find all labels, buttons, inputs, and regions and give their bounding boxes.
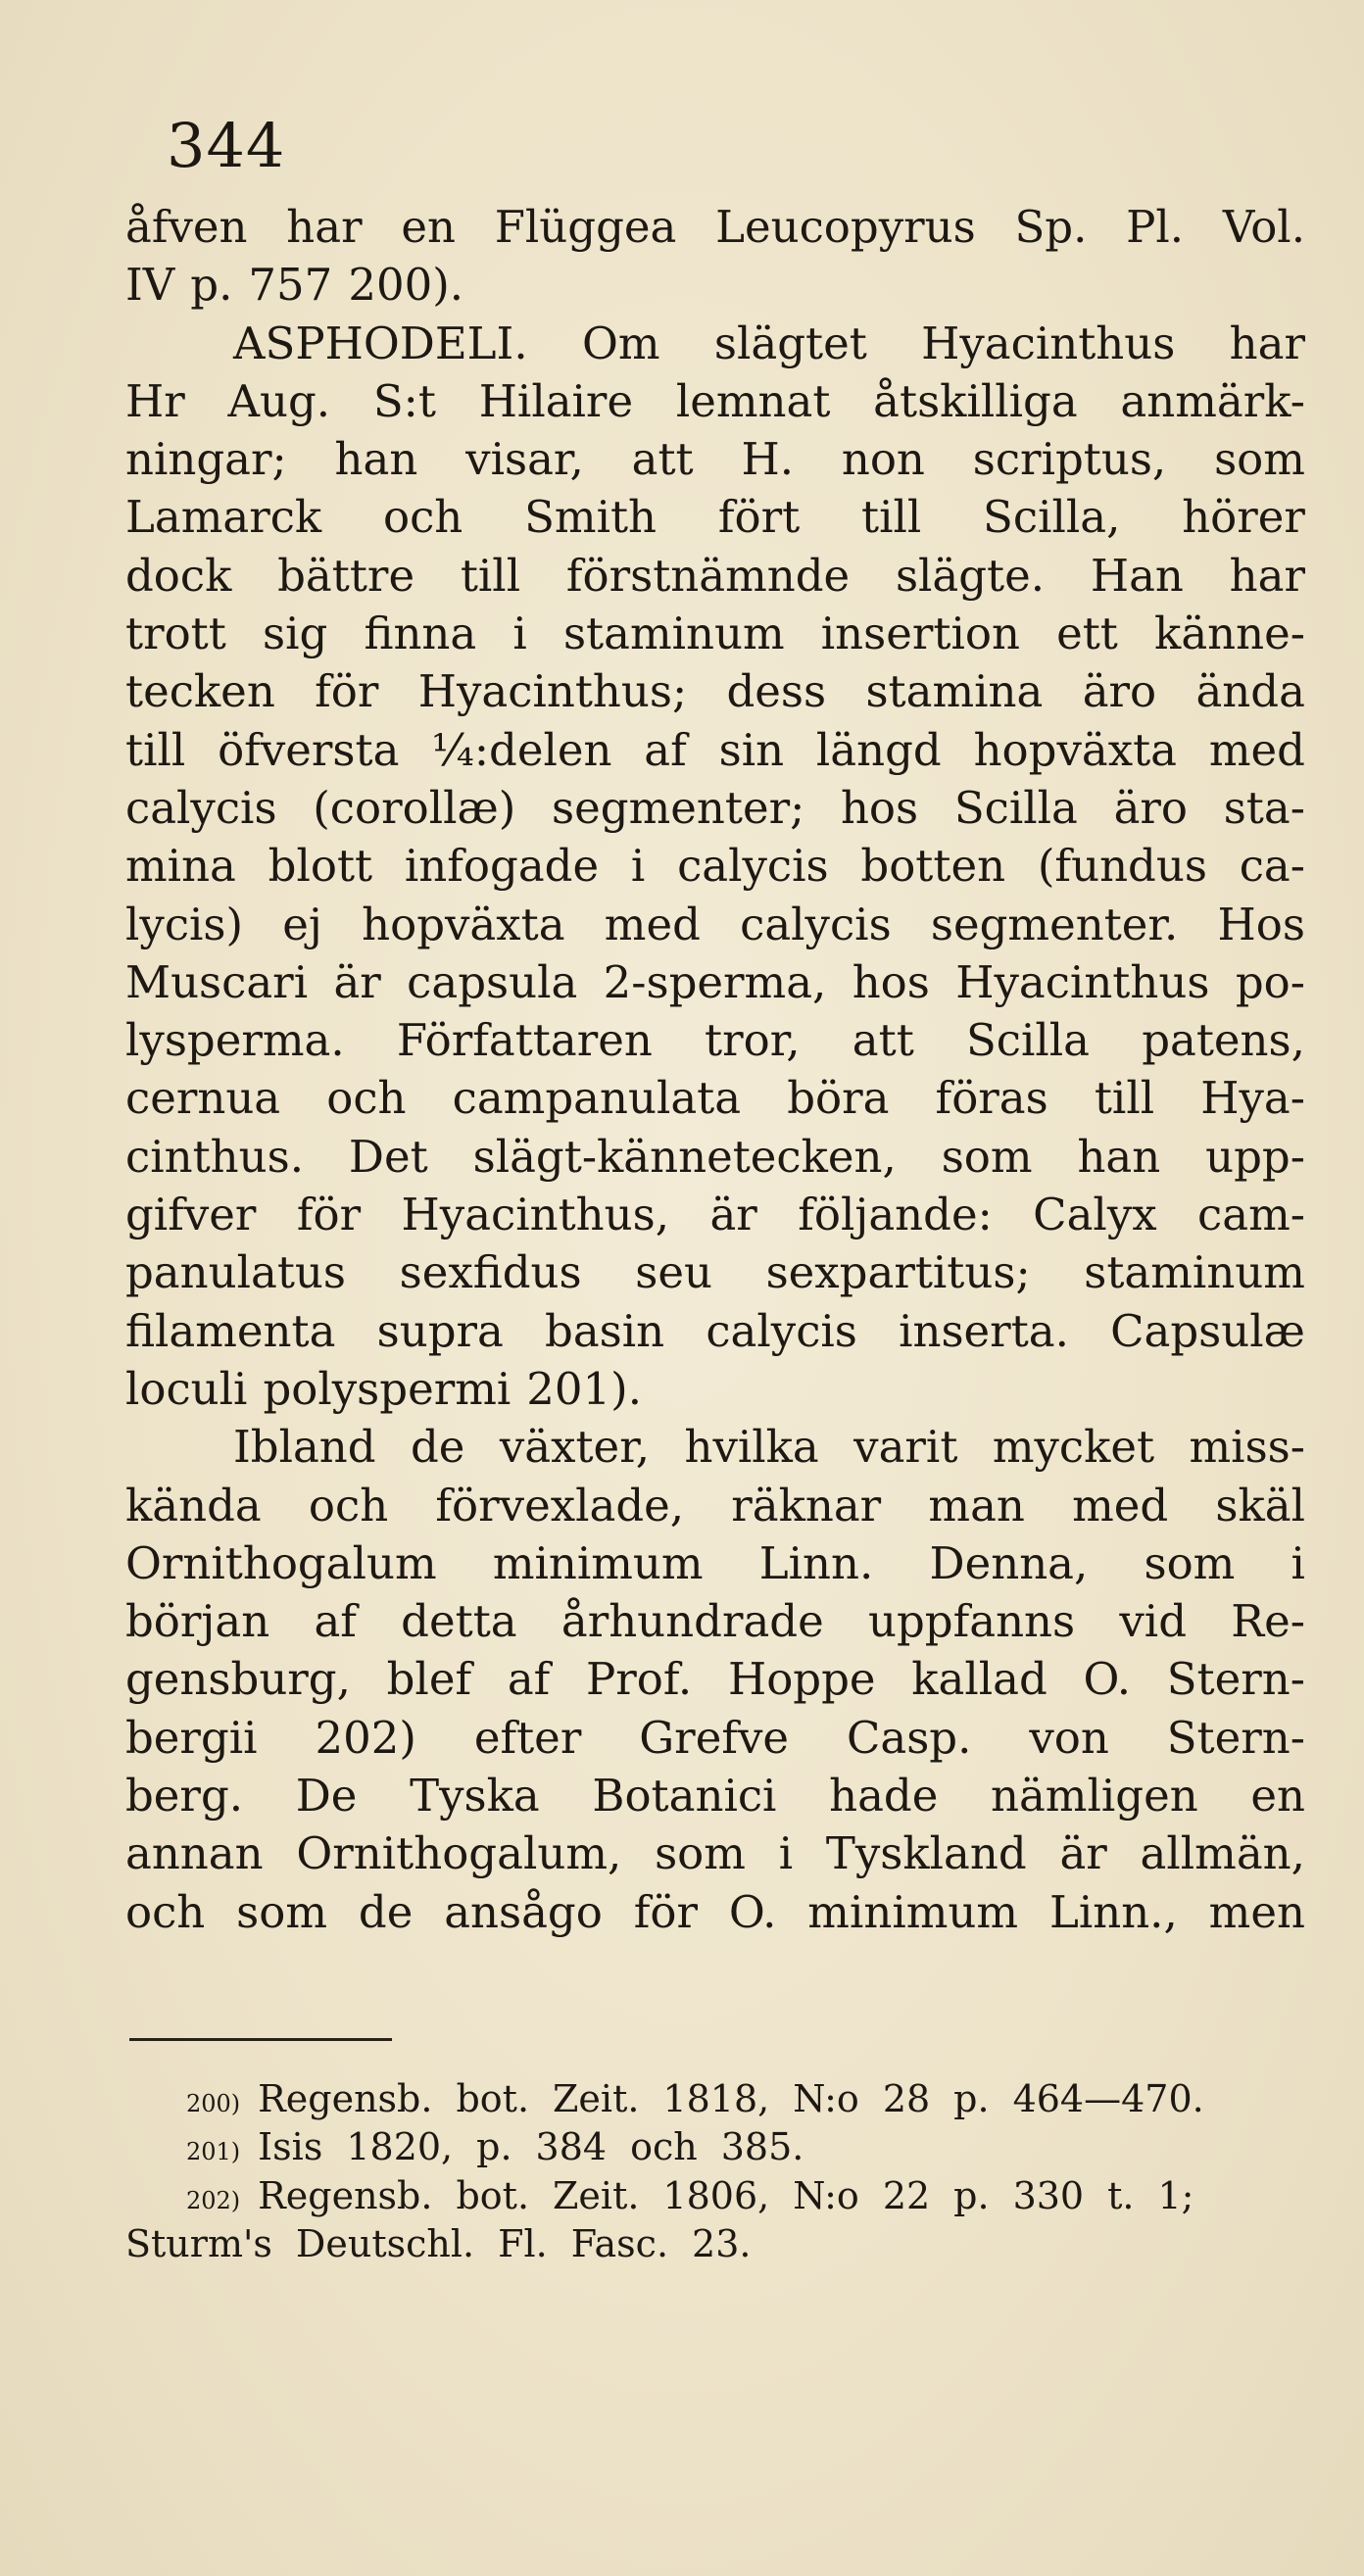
footnote-mark: 201) [186, 2138, 241, 2166]
word: i [630, 840, 646, 893]
word: Hilaire [478, 374, 634, 427]
word: hos [852, 955, 930, 1008]
word: sig [263, 608, 328, 660]
word: en [401, 201, 456, 253]
word: förvexlade, [435, 1479, 685, 1531]
text-line [125, 1011, 1305, 1069]
word: nämligen [991, 1770, 1198, 1823]
word: sin [718, 723, 785, 776]
text-line [125, 1709, 1305, 1767]
text-line [125, 1534, 1305, 1592]
word: vid [1119, 1595, 1187, 1648]
word: Calyx [1033, 1189, 1157, 1241]
word: föras [935, 1072, 1048, 1125]
word: Sturm's [125, 2221, 272, 2265]
word: lysperma. [125, 1014, 345, 1067]
word: sexfidus [399, 1246, 582, 1299]
word: p. [953, 2077, 990, 2120]
word: kallad [911, 1653, 1047, 1706]
word: Deutschl. [295, 2221, 475, 2265]
word: af [507, 1653, 551, 1706]
word: Scilla [953, 781, 1078, 834]
word: räknar [731, 1479, 882, 1531]
word: 1806, [662, 2173, 770, 2217]
word: Författaren [396, 1014, 653, 1067]
word: Botanici [592, 1770, 777, 1823]
word: Regensb. [258, 2077, 433, 2120]
word: förstnämnde [565, 549, 851, 602]
text-line [125, 1186, 1305, 1243]
footnote [125, 2123, 1305, 2171]
word: blef [386, 1653, 472, 1706]
word: ända [1195, 665, 1305, 718]
word: 200). [348, 259, 464, 312]
word: ningar; [125, 433, 287, 486]
word: att [631, 433, 694, 486]
text-line [125, 953, 1305, 1011]
word: ASPHODELI. [233, 316, 528, 369]
word: seu [635, 1246, 712, 1299]
word: är [333, 955, 381, 1008]
word: 1818, [662, 2077, 770, 2120]
word: man [928, 1479, 1025, 1531]
footnote-mark: 202) [186, 2186, 241, 2214]
word: bergii [125, 1711, 258, 1764]
text-line [125, 1360, 1305, 1418]
word: till [1094, 1072, 1155, 1125]
word: Ornithogalum, [296, 1827, 622, 1880]
word: Lamarck [125, 491, 322, 544]
word: anmärk- [1120, 374, 1305, 427]
footnote-text [258, 2075, 1204, 2123]
text-line [125, 1418, 1305, 1476]
word: cam- [1197, 1189, 1305, 1241]
word: minimum [807, 1885, 1019, 1938]
footnote-text [125, 2220, 751, 2268]
word: följande: [798, 1189, 993, 1241]
text-line [125, 1302, 1305, 1360]
text-line [125, 605, 1305, 662]
word: p. [476, 2125, 512, 2169]
word: och [125, 1885, 206, 1938]
word: mina [125, 840, 236, 893]
word: supra [376, 1304, 504, 1357]
word: po- [1235, 955, 1305, 1008]
word: calycis [125, 781, 277, 834]
word: IV [125, 259, 175, 312]
word: ansågo [444, 1885, 603, 1938]
word: panulatus [125, 1246, 346, 1299]
word: Re- [1231, 1595, 1305, 1648]
word: Hyacinthus [955, 955, 1210, 1008]
word: minimum [492, 1536, 704, 1589]
text-line [125, 488, 1305, 546]
word: O. [1083, 1653, 1132, 1706]
word: för [315, 665, 379, 718]
word: allmän, [1140, 1827, 1305, 1880]
footnote-rule [129, 2038, 392, 2041]
text-line [125, 256, 1305, 314]
word: växter, [499, 1421, 651, 1474]
word: tror, [705, 1014, 801, 1067]
word: för [633, 1885, 698, 1938]
word: lemnat [675, 374, 831, 427]
footnotes [125, 2075, 1305, 2268]
text-line [125, 721, 1305, 779]
word: botten [860, 840, 1006, 893]
word: Hoppe [727, 1653, 876, 1706]
word: att [852, 1014, 914, 1067]
word: Hyacinthus; [417, 665, 688, 718]
word: i [512, 608, 527, 660]
word: Ornithogalum [125, 1536, 437, 1589]
word: Tyskland [825, 1827, 1027, 1880]
word: har [286, 201, 363, 253]
body-text [125, 198, 1305, 1941]
word: infogade [404, 840, 600, 893]
word: 28 [882, 2077, 931, 2120]
word: basin [545, 1304, 665, 1357]
word: 385. [720, 2125, 804, 2169]
footnote [125, 2075, 1305, 2123]
word: t. [1107, 2173, 1135, 2217]
word: hvilka [684, 1421, 819, 1474]
word: cernua [125, 1072, 281, 1125]
word: lycis) [125, 898, 244, 950]
word: 757 [248, 259, 333, 312]
word: polyspermi [263, 1362, 512, 1415]
word: öfversta [218, 723, 400, 776]
word: Isis [258, 2125, 323, 2169]
word: början [125, 1595, 270, 1648]
text-line [125, 372, 1305, 430]
word: böra [787, 1072, 890, 1125]
word: N:o [793, 2077, 859, 2120]
word: bot. [456, 2077, 530, 2120]
word: segmenter. [930, 898, 1179, 950]
word: 2-sperma, [603, 955, 827, 1008]
word: detta [401, 1595, 517, 1648]
word: uppfanns [867, 1595, 1076, 1648]
text-line [125, 547, 1305, 605]
word: Zeit. [553, 2173, 640, 2217]
word: hade [829, 1770, 939, 1823]
word: 330 [1012, 2173, 1085, 2217]
word: är [1059, 1827, 1107, 1880]
page-number: 344 [167, 110, 286, 181]
word: Capsulæ [1110, 1304, 1305, 1357]
word: patens, [1142, 1014, 1305, 1067]
word: p. [953, 2173, 990, 2217]
word: efter [473, 1711, 582, 1764]
word: stamina [865, 665, 1044, 718]
word: Stern- [1166, 1711, 1305, 1764]
text-line [125, 1650, 1305, 1708]
footnote-mark: 200) [186, 2090, 241, 2117]
text-line [125, 1767, 1305, 1824]
word: äro [1082, 665, 1157, 718]
word: har [1229, 316, 1305, 369]
text-line [125, 198, 1305, 256]
word: som [236, 1885, 328, 1938]
word: Leucopyrus [715, 201, 976, 253]
word: fört [717, 491, 801, 544]
word: i [1291, 1536, 1305, 1589]
word: sexpartitus; [765, 1246, 1031, 1299]
word: filamenta [125, 1304, 336, 1357]
word: capsula [407, 955, 578, 1008]
footnote [125, 2172, 1305, 2220]
word: Om [581, 316, 660, 369]
word: (corollæ) [313, 781, 516, 834]
word: med [604, 898, 701, 950]
word: trott [125, 608, 226, 660]
word: von [1029, 1711, 1109, 1764]
word: Denna, [929, 1536, 1089, 1589]
word: Sp. [1014, 201, 1088, 253]
word: slägt-kännetecken, [472, 1130, 897, 1183]
word: längd [815, 723, 942, 776]
word: Muscari [125, 955, 309, 1008]
word: Stern- [1166, 1653, 1305, 1706]
word: p. [190, 259, 233, 312]
word: Fl. [498, 2221, 548, 2265]
text-line [125, 1883, 1305, 1941]
text-line [125, 1824, 1305, 1882]
word: staminum [1084, 1246, 1305, 1299]
word: 23. [692, 2221, 752, 2265]
text-line [125, 430, 1305, 488]
word: som [941, 1130, 1033, 1183]
word: blott [268, 840, 373, 893]
word: och [383, 491, 463, 544]
word: hopväxta [362, 898, 565, 950]
footnote-text [258, 2123, 804, 2171]
word: Regensb. [258, 2173, 433, 2217]
word: som [655, 1827, 746, 1880]
word: N:o [793, 2173, 859, 2217]
word: annan [125, 1827, 264, 1880]
word: dess [726, 665, 827, 718]
text-line [125, 837, 1305, 895]
word: äro [1113, 781, 1189, 834]
text-line [125, 779, 1305, 837]
text-line [125, 662, 1305, 720]
word: non [841, 433, 925, 486]
word: i [778, 1827, 794, 1880]
word: för [296, 1189, 362, 1241]
word: slägtet [713, 316, 867, 369]
word: åtskilliga [873, 374, 1078, 427]
word: staminum [562, 608, 785, 660]
word: gifver [125, 1189, 257, 1241]
word: (fundus [1037, 840, 1207, 893]
word: Det [348, 1130, 428, 1183]
word: visar, [465, 433, 584, 486]
word: hörer [1182, 491, 1305, 544]
word: han [334, 433, 418, 486]
word: Pl. [1126, 201, 1185, 253]
word: är [709, 1189, 757, 1241]
word: som [1144, 1536, 1236, 1589]
word: ett [1056, 608, 1118, 660]
word: Linn. [758, 1536, 874, 1589]
word: gensburg, [125, 1653, 351, 1706]
word: Scilla [965, 1014, 1091, 1067]
word: calycis [706, 1304, 857, 1357]
word: med [1208, 723, 1305, 776]
word: de [411, 1421, 465, 1474]
word: 201). [526, 1362, 643, 1415]
text-line [125, 1477, 1305, 1534]
word: upp- [1205, 1130, 1305, 1183]
word: Zeit. [553, 2077, 640, 2120]
word: af [314, 1595, 357, 1648]
word: af [644, 723, 687, 776]
word: ej [282, 898, 322, 950]
word: kända [125, 1479, 262, 1531]
text-line [125, 896, 1305, 953]
word: cinthus. [125, 1130, 305, 1183]
word: 22 [882, 2173, 931, 2217]
word: finna [364, 608, 477, 660]
word: mycket [992, 1421, 1155, 1474]
word: 384 [535, 2125, 608, 2169]
word: Han [1090, 549, 1184, 602]
word: Scilla, [983, 491, 1121, 544]
word: skäl [1215, 1479, 1305, 1531]
footnote [125, 2220, 1305, 2268]
word: calycis [740, 898, 892, 950]
word: Prof. [586, 1653, 693, 1706]
word: scriptus, [972, 433, 1167, 486]
word: dock [125, 549, 232, 602]
word: åfven [125, 201, 248, 253]
word: Smith [524, 491, 658, 544]
word: och [308, 1479, 389, 1531]
word: miss- [1189, 1421, 1305, 1474]
word: med [1072, 1479, 1169, 1531]
word: De [295, 1770, 358, 1823]
word: till [460, 549, 521, 602]
word: och [326, 1072, 407, 1125]
word: Hya- [1200, 1072, 1305, 1125]
word: Vol. [1222, 201, 1305, 253]
footnote-text [258, 2172, 1194, 2220]
word: insertion [820, 608, 1020, 660]
text-line [125, 1243, 1305, 1301]
word: Flüggea [494, 201, 677, 253]
word: loculi [125, 1362, 248, 1415]
word: Grefve [639, 1711, 790, 1764]
word: ¼:delen [431, 723, 612, 776]
word: hopväxta [973, 723, 1177, 776]
word: Hr [125, 374, 185, 427]
word: Hos [1217, 898, 1305, 950]
word: århundrade [560, 1595, 824, 1648]
word: som [1214, 433, 1305, 486]
word: bot. [456, 2173, 530, 2217]
word: varit [853, 1421, 958, 1474]
word: känne- [1154, 608, 1305, 660]
word: bättre [277, 549, 415, 602]
word: han [1077, 1130, 1161, 1183]
word: Hyacinthus, [401, 1189, 670, 1241]
word: Aug. [227, 374, 331, 427]
word: tecken [125, 665, 275, 718]
word: 202) [315, 1711, 416, 1764]
word: till [125, 723, 186, 776]
text-line [125, 1592, 1305, 1650]
word: har [1229, 549, 1305, 602]
word: berg. [125, 1770, 244, 1823]
word: Tyska [410, 1770, 540, 1823]
word: Hyacinthus [921, 316, 1176, 369]
word: 1; [1157, 2173, 1194, 2217]
word: S:t [372, 374, 436, 427]
text-line [125, 315, 1305, 372]
word: segmenter; [552, 781, 805, 834]
word: men [1208, 1885, 1305, 1938]
word: calycis [677, 840, 829, 893]
word: hos [840, 781, 919, 834]
word: inserta. [899, 1304, 1069, 1357]
word: Fasc. [570, 2221, 669, 2265]
word: en [1250, 1770, 1305, 1823]
text-line [125, 1128, 1305, 1186]
text-line [125, 1069, 1305, 1127]
word: 1820, [346, 2125, 454, 2169]
word: 464—470. [1012, 2077, 1204, 2120]
word: slägte. [895, 549, 1046, 602]
word: campanulata [452, 1072, 742, 1125]
word: de [358, 1885, 414, 1938]
word: Linn., [1048, 1885, 1178, 1938]
word: sta- [1223, 781, 1305, 834]
word: H. [741, 433, 795, 486]
word: Ibland [233, 1421, 376, 1474]
word: Casp. [846, 1711, 972, 1764]
word: till [860, 491, 922, 544]
word: och [630, 2125, 698, 2169]
word: ca- [1239, 840, 1305, 893]
word: O. [728, 1885, 777, 1938]
